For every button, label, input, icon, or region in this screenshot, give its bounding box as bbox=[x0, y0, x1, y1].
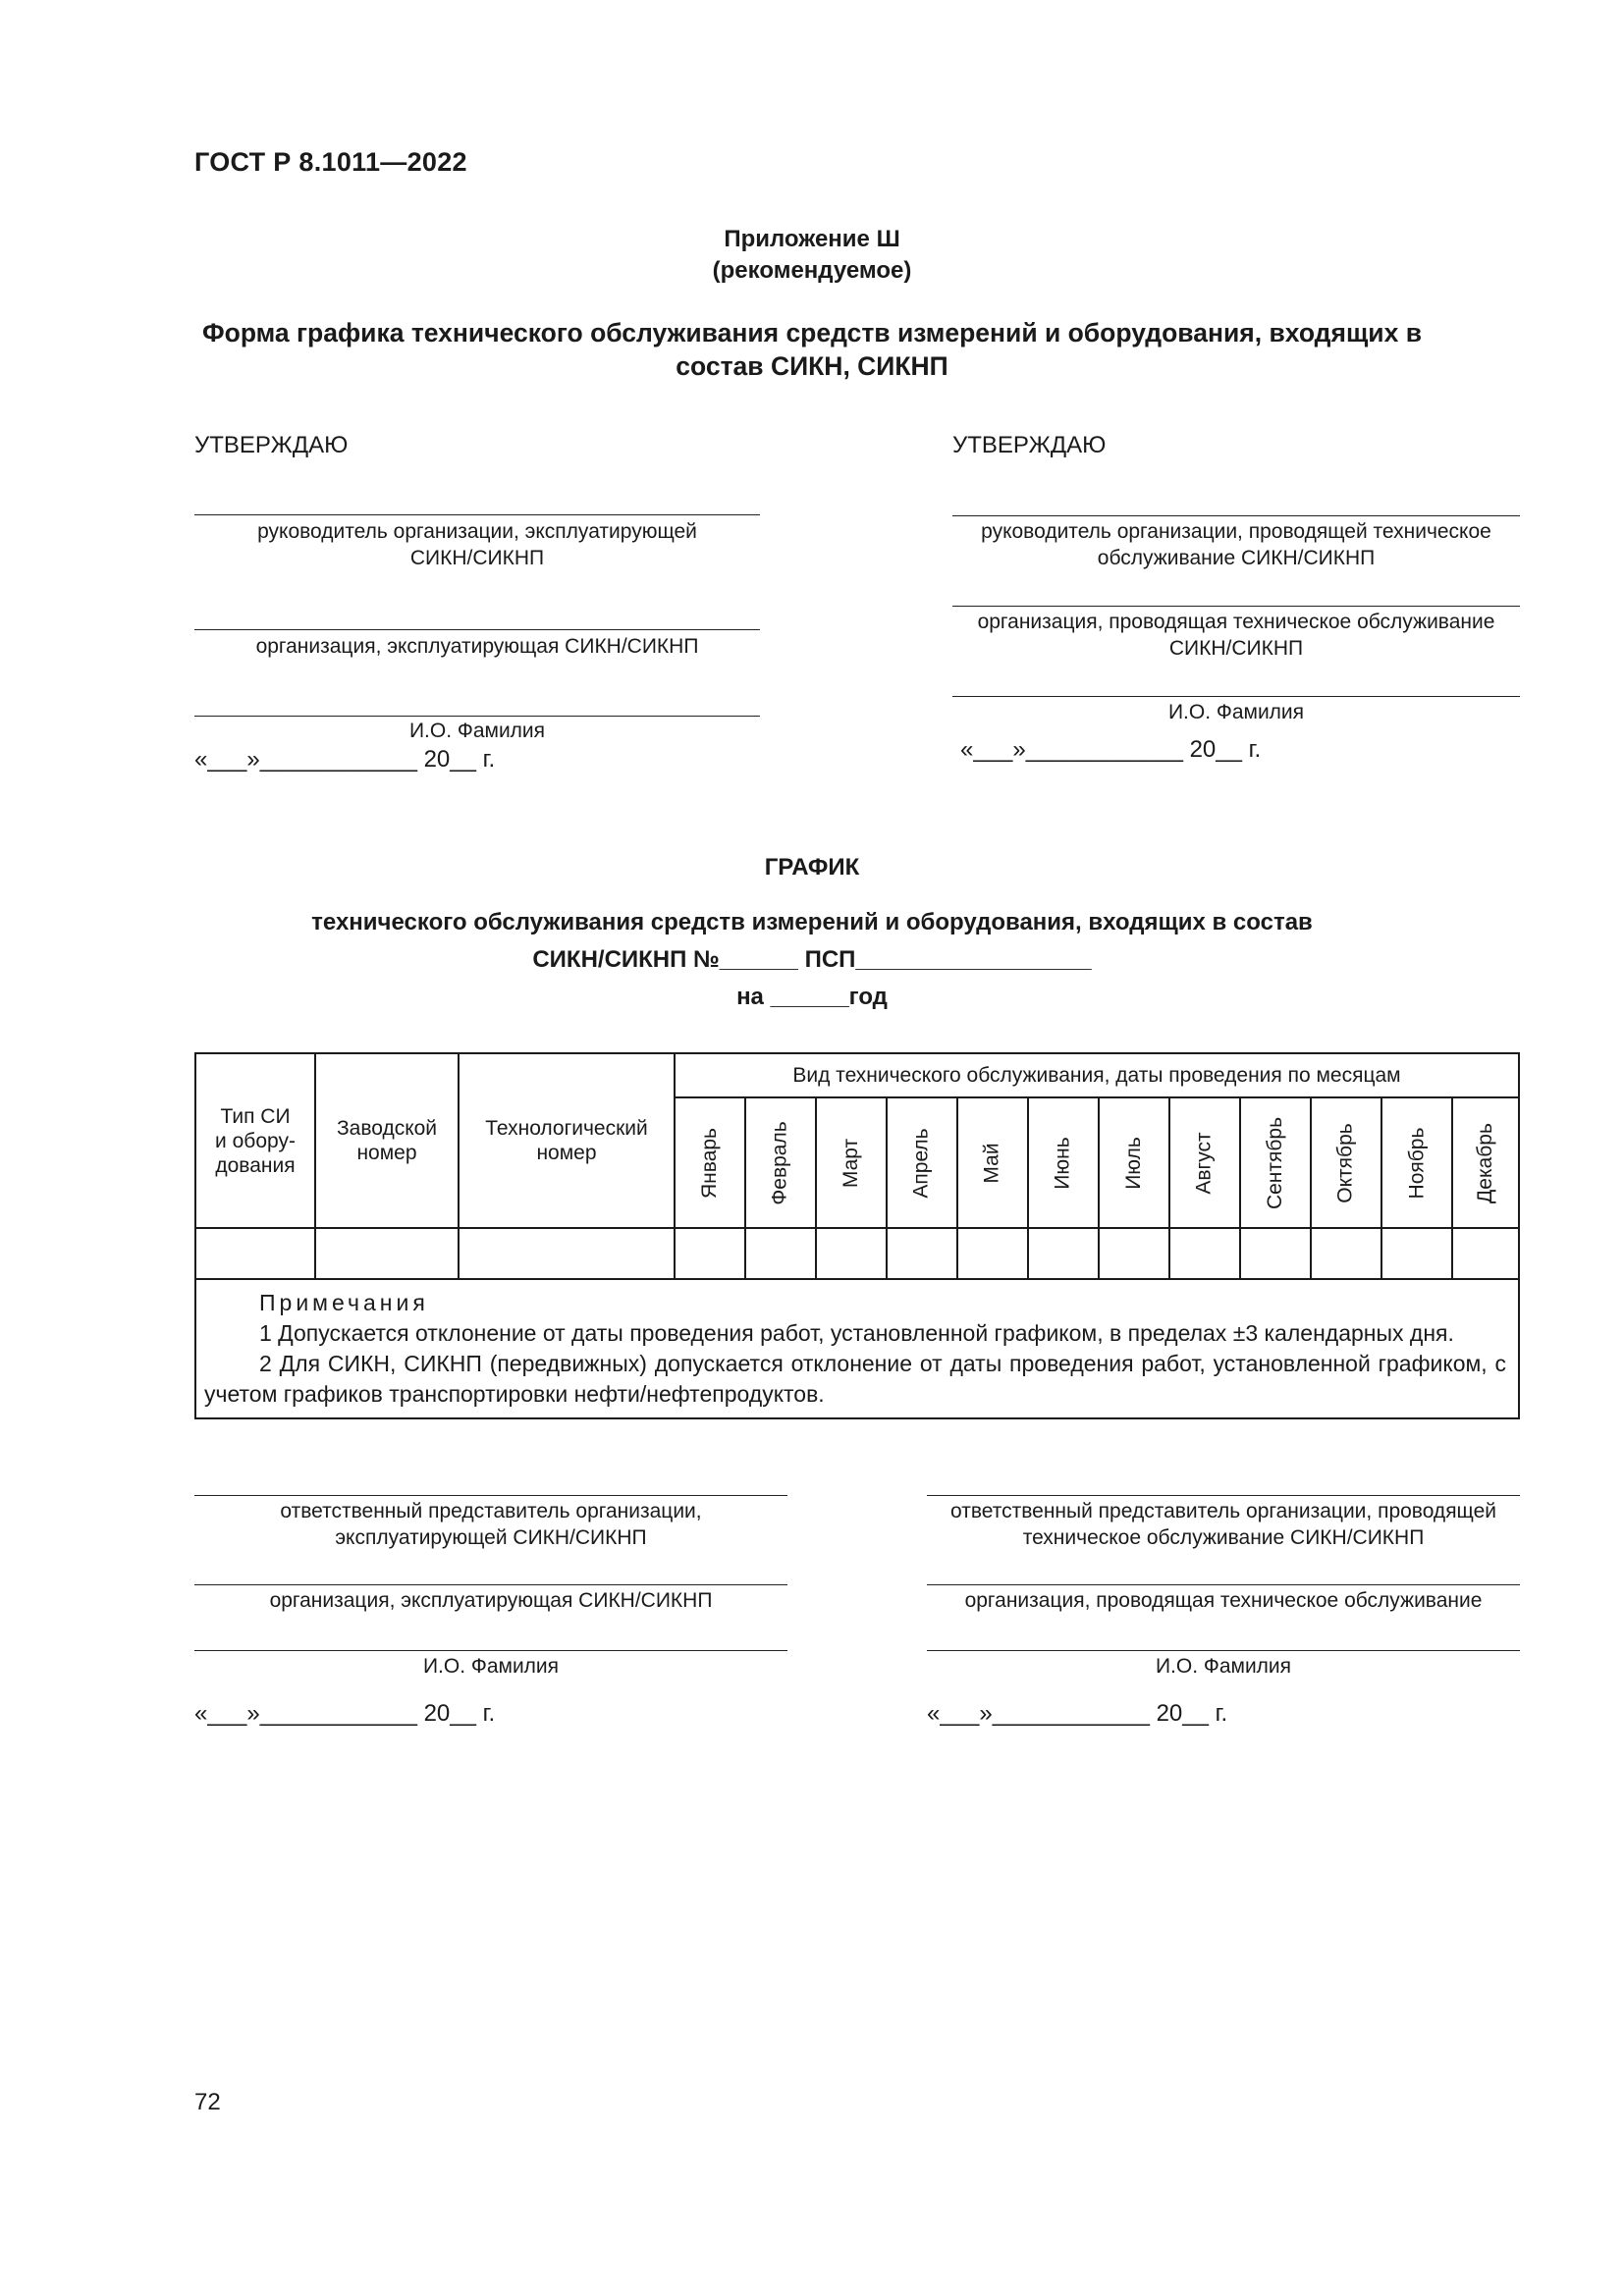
month-label-may: Май bbox=[980, 1142, 1003, 1184]
rep-caption-right-2: техническое обслуживание СИКН/СИКНП bbox=[1022, 1526, 1425, 1549]
signature-line bbox=[194, 1584, 787, 1585]
header-cell-serial bbox=[316, 1054, 458, 1227]
schedule-title: ГРАФИК bbox=[764, 854, 860, 881]
org-caption-left: организация, эксплуатирующая СИКН/СИКНП bbox=[255, 635, 699, 658]
month-header bbox=[1100, 1098, 1168, 1227]
signature-line bbox=[952, 696, 1520, 697]
table-border bbox=[1518, 1052, 1520, 1419]
signature-line bbox=[194, 514, 760, 515]
header-group-maintenance: Вид технического обслуживания, даты проведения по месяцам bbox=[792, 1064, 1401, 1087]
signature-line bbox=[194, 716, 760, 717]
month-label-jun: Июнь bbox=[1051, 1136, 1074, 1190]
signature-line bbox=[927, 1650, 1520, 1651]
month-label-sep: Сентябрь bbox=[1264, 1116, 1286, 1209]
head-caption-right-2: обслуживание СИКН/СИКНП bbox=[1097, 547, 1376, 569]
head-caption-left-2: СИКН/СИКНП bbox=[409, 547, 545, 569]
name-caption-left-bottom: И.О. Фамилия bbox=[422, 1655, 560, 1678]
header-tech-line-1: Технологический bbox=[485, 1117, 648, 1140]
approve-label-right: УТВЕРЖДАЮ bbox=[952, 432, 1107, 458]
date-line-right: «___»____________ 20__ г. bbox=[960, 736, 1262, 763]
name-caption-left: И.О. Фамилия bbox=[408, 720, 546, 742]
month-label-nov: Ноябрь bbox=[1405, 1127, 1428, 1199]
header-cell-type bbox=[196, 1054, 314, 1227]
name-caption-right: И.О. Фамилия bbox=[1167, 701, 1305, 723]
note-2: 2 Для СИКН, СИКНП (передвижных) допускается отклонение от даты проведения работ, установленной графиком, с учетом графиков транспортировки нефти/нефтепродуктов. bbox=[204, 1351, 1506, 1407]
month-label-feb: Февраль bbox=[769, 1120, 792, 1205]
signature-line bbox=[194, 629, 760, 630]
annex-title: Приложение Ш bbox=[724, 226, 900, 252]
schedule-subtitle-3: на ______год bbox=[736, 984, 888, 1010]
month-label-oct: Октябрь bbox=[1334, 1122, 1357, 1203]
signature-line bbox=[194, 1495, 787, 1496]
schedule-subtitle-1: технического обслуживания средств измерений и оборудования, входящих в состав bbox=[311, 909, 1313, 935]
signature-line bbox=[952, 515, 1520, 516]
note-1: 1 Допускается отклонение от даты проведения работ, установленной графиком, в пределах ±3 календарных дня. bbox=[259, 1320, 1454, 1346]
schedule-subtitle-2: СИКН/СИКНП №______ ПСП__________________ bbox=[532, 946, 1092, 973]
header-tech-line-2: номер bbox=[536, 1142, 597, 1164]
table-border bbox=[194, 1417, 1520, 1419]
month-header bbox=[817, 1098, 886, 1227]
month-header bbox=[676, 1098, 744, 1227]
month-header bbox=[1382, 1098, 1451, 1227]
org-caption-left-bottom: организация, эксплуатирующая СИКН/СИКНП bbox=[269, 1589, 713, 1612]
month-label-apr: Апрель bbox=[910, 1127, 934, 1199]
empty-data-row[interactable] bbox=[196, 1229, 1518, 1278]
date-line-right-bottom: «___»____________ 20__ г. bbox=[927, 1700, 1228, 1727]
month-label-dec: Декабрь bbox=[1474, 1122, 1497, 1203]
signature-line bbox=[927, 1495, 1520, 1496]
month-header bbox=[888, 1098, 956, 1227]
month-header bbox=[746, 1098, 815, 1227]
month-header bbox=[1241, 1098, 1310, 1227]
month-label-jan: Январь bbox=[698, 1127, 722, 1199]
header-type-line-1: Тип СИ bbox=[220, 1104, 291, 1128]
month-header bbox=[958, 1098, 1027, 1227]
head-caption-right-1: руководитель организации, проводящей техническое bbox=[981, 520, 1491, 543]
date-line-left: «___»____________ 20__ г. bbox=[194, 746, 496, 773]
signature-line bbox=[927, 1584, 1520, 1585]
schedule-table bbox=[194, 1052, 1520, 1419]
date-line-left-bottom: «___»____________ 20__ г. bbox=[194, 1700, 496, 1727]
rep-caption-right-1: ответственный представитель организации, проводящей bbox=[949, 1500, 1497, 1522]
month-label-aug: Август bbox=[1193, 1131, 1216, 1195]
header-serial-line-2: номер bbox=[356, 1142, 417, 1164]
annex-status: (рекомендуемое) bbox=[712, 257, 912, 284]
signature-line bbox=[194, 1650, 787, 1651]
org-caption-right-bottom: организация, проводящая техническое обслуживание bbox=[964, 1589, 1483, 1612]
month-label-jul: Июль bbox=[1121, 1136, 1145, 1190]
page-number: 72 bbox=[194, 2089, 221, 2115]
month-header bbox=[1029, 1098, 1098, 1227]
header-serial-line-1: Заводской bbox=[336, 1117, 438, 1140]
month-header bbox=[1312, 1098, 1380, 1227]
signature-line bbox=[952, 606, 1520, 607]
approve-label-left: УТВЕРЖДАЮ bbox=[194, 432, 349, 458]
rep-caption-left-2: эксплуатирующей СИКН/СИКНП bbox=[335, 1526, 647, 1549]
header-type-line-2: и обору- bbox=[215, 1129, 296, 1152]
month-label-mar: Март bbox=[839, 1138, 862, 1188]
rep-caption-left-1: ответственный представитель организации, bbox=[280, 1500, 702, 1522]
notes-title: Примечания bbox=[259, 1290, 429, 1315]
form-title: Форма графика технического обслуживания средств измерений и оборудования, входящих в состав СИКН, СИКНП bbox=[202, 318, 1422, 381]
org-caption-right-1: организация, проводящая техническое обслуживание bbox=[977, 611, 1495, 633]
month-header bbox=[1453, 1098, 1518, 1227]
month-header bbox=[1170, 1098, 1239, 1227]
table-notes bbox=[204, 1280, 1506, 1410]
org-caption-right-2: СИКН/СИКНП bbox=[1168, 637, 1304, 660]
head-caption-left-1: руководитель организации, эксплуатирующей bbox=[257, 520, 697, 543]
name-caption-right-bottom: И.О. Фамилия bbox=[1155, 1655, 1292, 1678]
header-cell-tech bbox=[460, 1054, 674, 1227]
header-type-line-3: дования bbox=[215, 1153, 296, 1177]
document-header: ГОСТ Р 8.1011—2022 bbox=[194, 147, 467, 177]
